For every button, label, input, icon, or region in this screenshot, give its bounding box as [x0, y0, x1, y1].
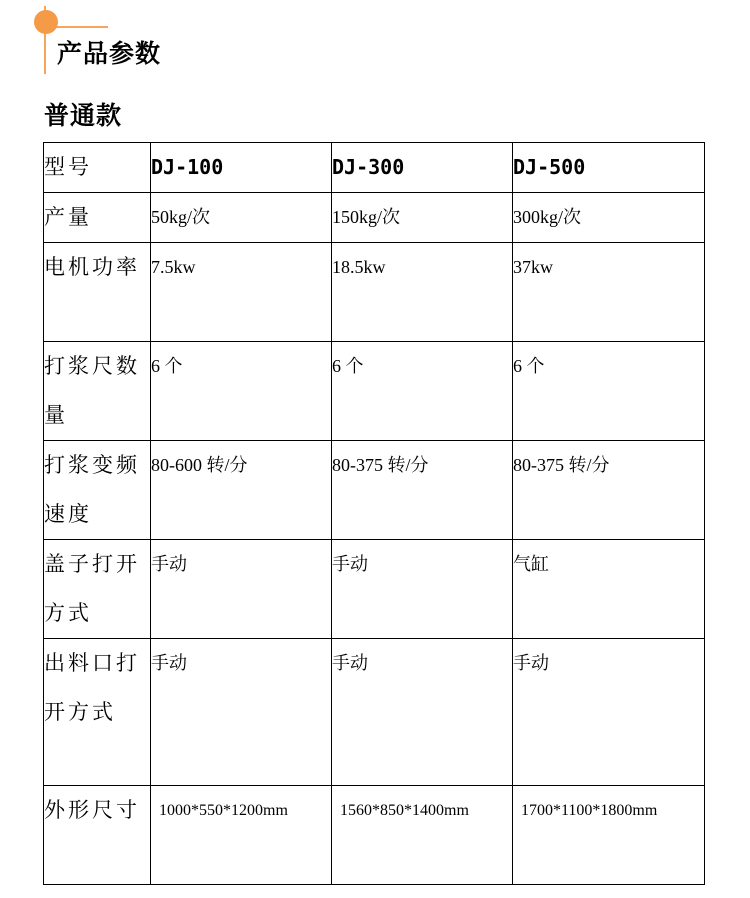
cell: 6 个 [332, 342, 513, 441]
header-model-dj300: DJ-300 [332, 143, 513, 193]
row-label: 盖子打开方式 [44, 540, 151, 639]
cell: 1000*550*1200mm [151, 786, 332, 885]
table-row [44, 342, 705, 441]
header-model-dj100: DJ-100 [151, 143, 332, 193]
cell: 80-375 转/分 [513, 441, 705, 540]
table-row [44, 441, 705, 540]
row-label: 产量 [44, 193, 151, 243]
section-title: 产品参数 [57, 39, 162, 68]
cell: 80-375 转/分 [332, 441, 513, 540]
cell: 气缸 [513, 540, 705, 639]
cell: 手动 [332, 540, 513, 639]
row-label: 打浆尺数量 [44, 342, 151, 441]
cell: 6 个 [513, 342, 705, 441]
table-header-row [44, 143, 705, 193]
header-model-dj500: DJ-500 [513, 143, 705, 193]
table-row [44, 786, 705, 885]
cell: 50kg/次 [151, 193, 332, 243]
cell: 80-600 转/分 [151, 441, 332, 540]
cell: 手动 [151, 540, 332, 639]
spec-table [43, 142, 705, 885]
accent-horizontal-line [50, 26, 108, 28]
cell: 150kg/次 [332, 193, 513, 243]
row-label: 打浆变频速度 [44, 441, 151, 540]
cell: 37kw [513, 243, 705, 342]
row-label: 外形尺寸 [44, 786, 151, 885]
cell: 7.5kw [151, 243, 332, 342]
table-row [44, 243, 705, 342]
cell: 手动 [513, 639, 705, 786]
cell: 1560*850*1400mm [332, 786, 513, 885]
cell: 18.5kw [332, 243, 513, 342]
table-row [44, 193, 705, 243]
table-row [44, 540, 705, 639]
table-row [44, 639, 705, 786]
cell: 手动 [332, 639, 513, 786]
cell: 手动 [151, 639, 332, 786]
cell: 1700*1100*1800mm [513, 786, 705, 885]
accent-dot-icon [34, 10, 58, 34]
row-label: 出料口打开方式 [44, 639, 151, 786]
sub-title: 普通款 [44, 101, 123, 130]
row-label: 电机功率 [44, 243, 151, 342]
header-label: 型号 [44, 143, 151, 193]
cell: 6 个 [151, 342, 332, 441]
cell: 300kg/次 [513, 193, 705, 243]
